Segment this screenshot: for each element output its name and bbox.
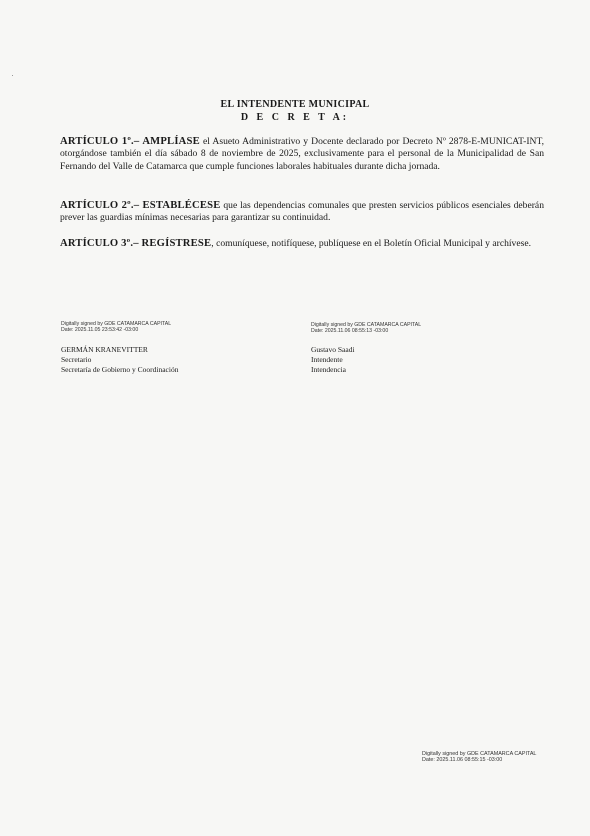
signature-mayor (311, 323, 421, 375)
signer-name: GERMÁN KRANEVITTER (61, 345, 148, 355)
article-1-text: el Asueto Administrativo y Docente declarado por Decreto Nº 2878-E-MUNICAT-INT, otorgándose también el día sábado 8 de noviembre de 2025, exclusivamente para el personal de la Municipalidad de San Fernando del Valle de Catamarca que cumple funciones laborales habituales durante dicha jornada. (60, 136, 544, 172)
signer-office: Intendencia (311, 365, 346, 375)
article-2-heading: ARTÍCULO 2º.– ESTABLÉCESE (60, 200, 221, 211)
signature-secretary (61, 322, 178, 375)
signer-name: Gustavo Saadi (311, 345, 355, 355)
article-2-text: que las dependencias comunales que presten servicios públicos esenciales deberán prever las guardias mínimas necesarias para garantizar su continuidad. (60, 200, 544, 224)
decree-subtitle: D E C R E T A: (240, 112, 350, 123)
digital-signature-note: Digitally signed by GDE CATAMARCA CAPITAL (311, 322, 422, 328)
digital-signature-note: Digitally signed by GDE CATAMARCA CAPITAL (61, 321, 172, 327)
article-1 (60, 136, 544, 173)
digital-signature-date: Date: 2025.11.06 08:55:13 -03:00 (311, 327, 389, 334)
final-digital-signature (422, 752, 536, 763)
article-1-heading: ARTÍCULO 1º.– AMPLÍASE (60, 136, 200, 147)
article-3-text: , comuníquese, notifíquese, publíquese en el Boletín Oficial Municipal y archívese. (211, 238, 531, 249)
article-3-heading: ARTÍCULO 3º.– REGÍSTRESE (60, 238, 212, 249)
signer-role: Secretario (61, 355, 92, 365)
article-3 (60, 238, 544, 250)
scan-speck (12, 75, 13, 76)
digital-signature-date: Date: 2025.11.06 08:55:15 -03:00 (422, 756, 503, 763)
digital-signature-date: Date: 2025.11.05 23:53:42 -03:00 (61, 326, 139, 333)
signer-office: Secretaría de Gobierno y Coordinación (61, 365, 179, 375)
signer-role: Intendente (311, 355, 343, 365)
decree-issuer-title: EL INTENDENTE MUNICIPAL (220, 99, 370, 110)
digital-signature-note: Digitally signed by GDE CATAMARCA CAPITAL (422, 751, 537, 757)
article-2 (60, 200, 544, 225)
